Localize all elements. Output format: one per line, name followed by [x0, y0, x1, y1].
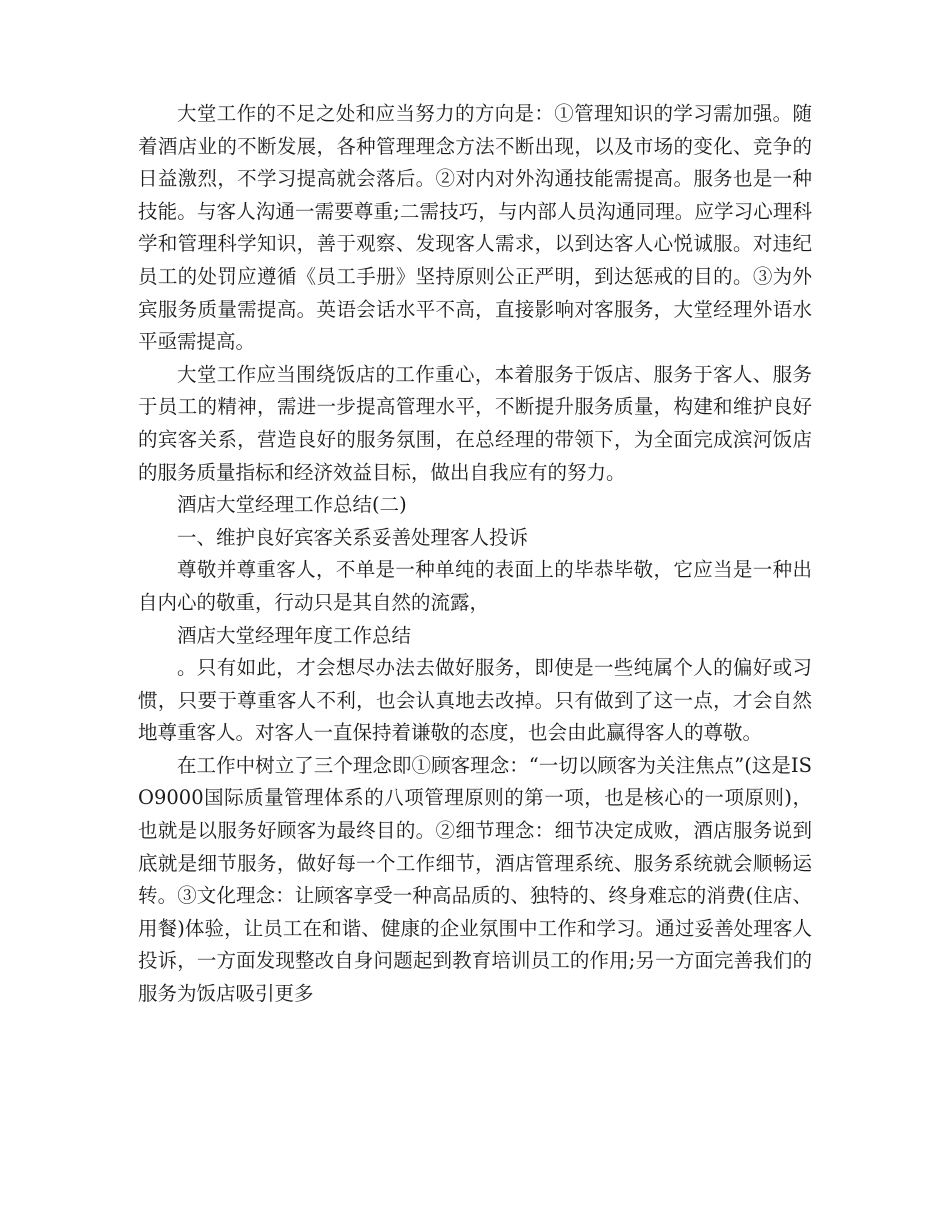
paragraph-lobby-shortcomings: 大堂工作的不足之处和应当努力的方向是：①管理知识的学习需加强。随着酒店业的不断发展，各种管理理念方法不断出现，以及市场的变化、竞争的日益激烈，不学习提高就会落后。②对内对外沟通技能需提高。服务也是一种技能。与客人沟通一需要尊重;二需技巧，与内部人员沟通同理。应学习心理科学和管理科学知识，善于观察、发现客人需求，以到达客人心悦诚服。对违纪员工的处罚应遵循《员工手册》坚持原则公正严明，到达惩戒的目的。③为外宾服务质量需提高。英语会话水平不高，直接影响对客服务，大堂经理外语水平亟需提高。 [138, 102, 812, 354]
paragraph-lobby-goals: 大堂工作应当围绕饭店的工作重心，本着服务于饭店、服务于客人、服务于员工的精神，需进一步提高管理水平，不断提升服务质量，构建和维护良好的宾客关系，营造良好的服务氛围，在总经理的带领下，为全面完成滨河饭店的服务质量指标和经济效益目标，做出自我应有的努力。 [138, 362, 812, 484]
section-title-summary-two: 酒店大堂经理工作总结(二) [177, 493, 407, 517]
section-heading-guest-relations: 一、维护良好宾客关系妥善处理客人投诉 [177, 525, 529, 549]
paragraph-three-concepts: 在工作中树立了三个理念即①顾客理念：“一切以顾客为关注焦点”(这是ISO9000国际质量管理体系的八项管理原则的第一项，也是核心的一项原则)，也就是以服务好顾客为最终目的。②细节理念：细节决定成败，酒店服务说到底就是细节服务，做好每一个工作细节，酒店管理系统、服务系统就会顺畅运转。③文化理念：让顾客享受一种高品质的、独特的、终身难忘的消费(住店、用餐)体验，让员工在和谐、健康的企业氛围中工作和学习。通过妥善处理客人投诉，一方面发现整改自身问题起到教育培训员工的作用;另一方面完善我们的服务为饭店吸引更多 [138, 753, 812, 1006]
paragraph-respect-guests: 尊敬并尊重客人，不单是一种单纯的表面上的毕恭毕敬，它应当是一种出自内心的敬重，行动只是其自然的流露， [138, 558, 812, 614]
paragraph-service-attitude: 。只有如此，才会想尽办法去做好服务，即使是一些纯属个人的偏好或习惯，只要于尊重客人不利，也会认真地去改掉。只有做到了这一点，才会自然地尊重客人。对客人一直保持着谦敬的态度，也会由此赢得客人的尊敬。 [138, 656, 812, 745]
inline-title-annual-summary: 酒店大堂经理年度工作总结 [177, 623, 412, 647]
